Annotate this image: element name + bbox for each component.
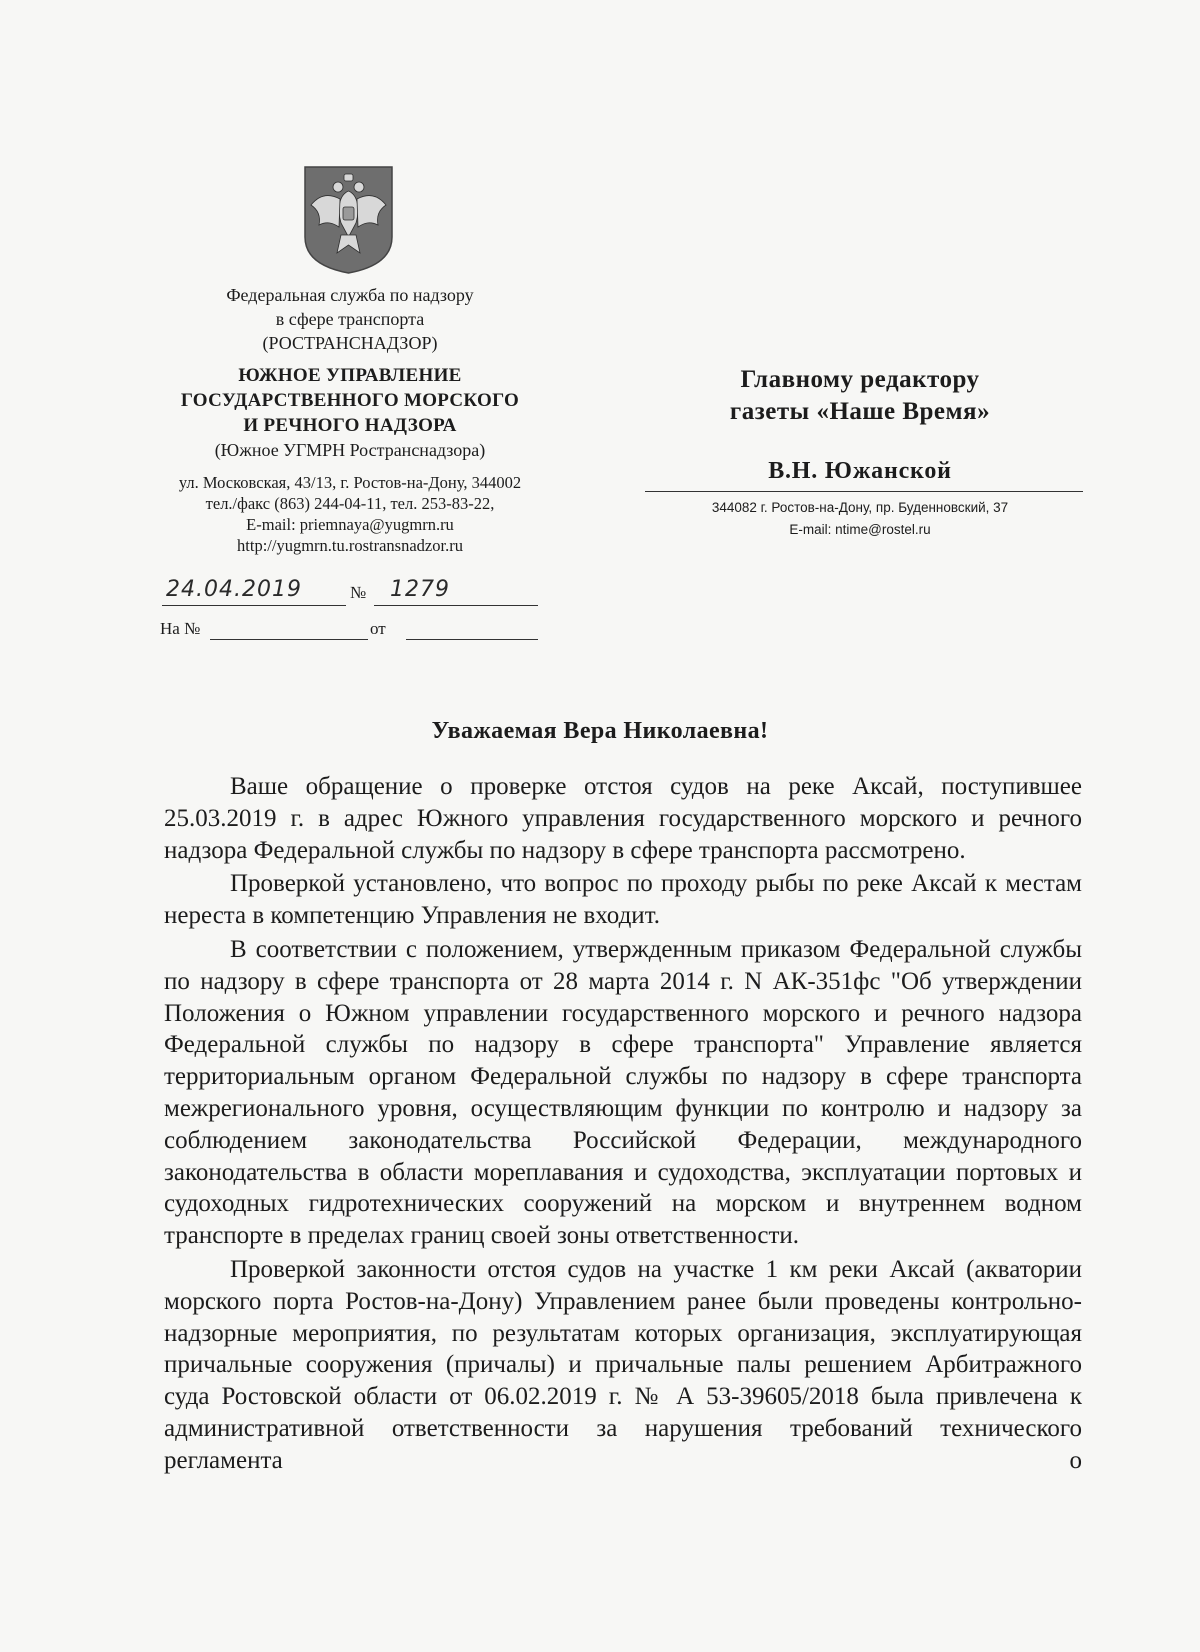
sender-phone: тел./факс (863) 244-04-11, тел. 253-83-22, [205, 494, 495, 513]
paragraph-1: Ваше обращение о проверке отстоя судов на реке Аксай, поступившее 25.03.2019 г. в адрес Южного управления государственного морского и речного надзора Федеральной службы по надзору в сфере транспорта рассмотрено. [164, 773, 1082, 864]
department-short-name: (Южное УГМРН Ространснадзора) [214, 440, 486, 460]
sender-email: E-mail: priemnaya@yugmrn.ru [246, 515, 454, 534]
sender-website: http://yugmrn.tu.rostransnadzor.ru [237, 536, 463, 555]
agency-name-line2: в сфере транспорта [275, 309, 425, 329]
reference-line [160, 619, 540, 643]
recipient-address: 344082 г. Ростов-на-Дону, пр. Буденновский, 37 [711, 500, 1009, 515]
number-sign: № [350, 583, 367, 602]
letter-body [164, 771, 1082, 1477]
recipient-email: E-mail: ntime@rostel.ru [789, 522, 931, 537]
coat-of-arms-emblem [303, 165, 394, 275]
agency-abbreviation: (РОСТРАНСНАДЗОР) [262, 333, 438, 353]
department-line1: ЮЖНОЕ УПРАВЛЕНИЕ [238, 365, 462, 386]
recipient-contacts [640, 497, 1080, 541]
reference-number-label: На № [160, 619, 201, 638]
department-line3: И РЕЧНОГО НАДЗОРА [243, 415, 457, 436]
reference-from-label: от [370, 619, 386, 638]
paragraph-4: Проверкой законности отстоя судов на участке 1 км реки Аксай (акватории морского порта Ростов-на-Дону) Управлением ранее были проведены контрольно-надзорные мероприятия, по результатам которых организация, эксплуатирующая причальные сооружения (причалы) и причальные палы решением Арбитражного суда Ростовской области от 06.02.2019 г. № А 53-39605/2018 была привлечена к административной ответственности за нарушения требований технического регламента о [164, 1255, 1082, 1474]
letter-greeting: Уважаемая Вера Николаевна! [431, 718, 769, 744]
paragraph-2: Проверкой установлено, что вопрос по проходу рыбы по реке Аксай к местам нереста в компетенцию Управления не входит. [164, 870, 1082, 930]
registration-date: 24.04.2019 [166, 577, 302, 602]
registration-line [162, 577, 538, 607]
recipient-divider [645, 491, 1083, 492]
department-line2: ГОСУДАРСТВЕННОГО МОРСКОГО [180, 390, 520, 411]
sender-address: ул. Московская, 43/13, г. Ростов-на-Дону, 344002 [178, 473, 522, 492]
agency-name-line1: Федеральная служба по надзору [226, 285, 474, 305]
paragraph-3: В соответствии с положением, утвержденным приказом Федеральной службы по надзору в сфере транспорта от 28 марта 2014 г. N АК-351фс "Об утверждении Положения о Южном управлении государственного морского и речного надзора Федеральной службы по надзору в сфере транспорта" Управление является территориальным органом Федеральной службы по надзору в сфере транспорта межрегионального уровня, осуществляющим функции по контролю и надзору за соблюдением законодательства Российской Федерации, международного законодательства в области мореплавания и судоходства, эксплуатации портовых и судоходных гидротехнических сооружений на морском и внутреннем водном транспорте в пределах границ своей зоны ответственности. [164, 935, 1082, 1250]
registration-number: 1279 [390, 577, 450, 602]
recipient-line1: Главному редактору [740, 366, 980, 393]
recipient-title [640, 364, 1080, 428]
recipient-name: В.Н. Южанской [768, 458, 952, 484]
recipient-line2: газеты «Наше Время» [729, 398, 991, 425]
sender-block [130, 283, 570, 556]
